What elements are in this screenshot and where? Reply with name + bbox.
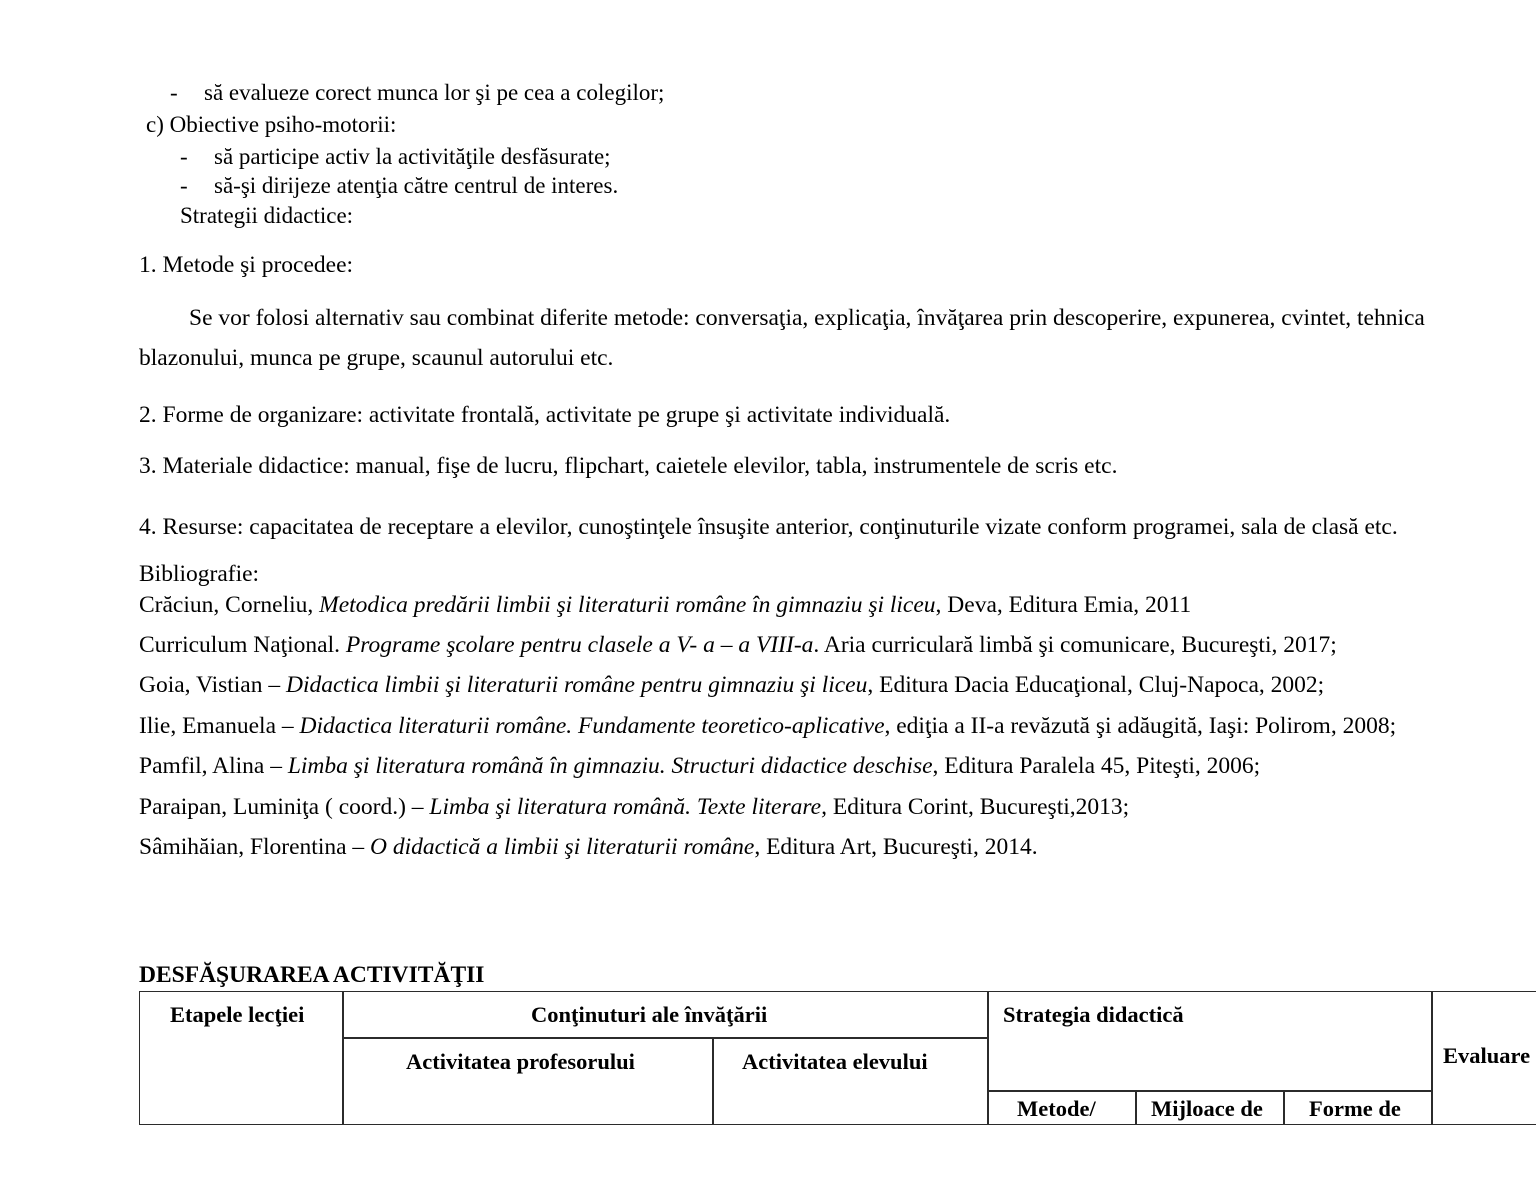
strategy-item-4: 4. Resurse: capacitatea de receptare a elevilor, cunoştinţele însuşite anterior, conţinuturile vizate conform programei, sala de clasă etc. [139,514,1398,540]
bibliography-entry-rest: Editura Corint, Bucureşti,2013; [826,794,1130,820]
bibliography-entry-author: Sâmihăian, Florentina – [139,834,371,860]
table-header-forms: Forme de [1309,1096,1401,1121]
bibliography-entry [139,674,1324,698]
bibliography-entry [139,755,1260,779]
bibliography-entry [139,594,1191,618]
bibliography-entry-rest: , Editura Dacia Educaţional, Cluj-Napoca, 2002; [867,672,1325,698]
strategy-item-1-heading: 1. Metode şi procedee: [139,252,354,278]
bibliography-entry [139,796,1129,820]
table-cell-strategy [988,991,1432,1091]
bibliography-entry-title: Didactica limbii şi literaturii române pentru gimnaziu şi liceu [285,672,868,698]
bibliography-entry-author: Ilie, Emanuela – [139,713,300,739]
bibliography-entry-rest: , Deva, Editura Emia, 2011 [935,592,1192,618]
bibliography-entry-title: O didactică a limbii şi literaturii române [370,834,755,860]
table-header-contents: Conţinuturi ale învăţării [531,1002,768,1027]
table-header-means: Mijloace de [1151,1096,1263,1121]
strategy-item-2: 2. Forme de organizare: activitate frontală, activitate pe grupe şi activitate individuală. [139,402,951,428]
strategy-item-1-body-line-2: blazonului, munca pe grupe, scaunul autorului etc. [139,345,614,371]
bibliography-entry-title: Didactica literaturii române. Fundamente teoretico-aplicative [299,713,885,739]
objective-bullet-evaluate [170,81,664,104]
dash-bullet-icon: - [180,173,188,198]
table-cell-student-activity [713,1038,988,1125]
bibliography-entry-rest: , ediţia a II-a revăzută şi adăugită, Iaşi: Polirom, 2008; [884,713,1397,739]
bibliography-entry-rest: , Editura Art, Bucureşti, 2014. [754,834,1038,860]
table-header-teacher-activity: Activitatea profesorului [406,1049,635,1074]
dash-bullet-icon: - [170,80,178,105]
bibliography-entry-author: Paraipan, Luminiţa ( coord.) – [139,794,430,820]
objective-bullet-evaluate-text: să evalueze corect munca lor şi pe cea a colegilor; [204,80,665,105]
strategy-item-3: 3. Materiale didactice: manual, fişe de lucru, flipchart, caietele elevilor, tabla, instrumentele de scris etc. [139,453,1118,479]
table-header-student-activity: Activitatea elevului [742,1049,928,1074]
bibliography-entry-title: Metodica predării limbii şi literaturii române în gimnaziu şi liceu [319,592,936,618]
table-header-stages: Etapele lecţiei [170,1002,305,1027]
bibliography-entry-author: Crăciun, Corneliu, [139,592,320,618]
objective-bullet-participate-text: să participe activ la activităţile desfăsurate; [214,144,611,169]
bibliography-entry-author: Pamfil, Alina – [139,753,288,779]
bibliography-entry-rest: . Aria curriculară limbă şi comunicare, Bucureşti, 2017; [813,632,1337,658]
objective-bullet-attention [180,174,618,197]
bibliography-entry-rest: , Editura Paralela 45, Piteşti, 2006; [932,753,1261,779]
bibliography-entry-title: Limba şi literatura română în gimnaziu. Structuri didactice deschise [287,753,933,779]
table-cell-teacher-activity [343,1038,713,1125]
objective-bullet-participate [180,145,611,168]
strategy-item-1-body-line-1: Se vor folosi alternativ sau combinat diferite metode: conversaţia, explicaţia, învăţarea prin descoperire, expunerea, cvintet, tehnica [189,305,1425,331]
table-cell-evaluation [1432,991,1536,1125]
bibliography-entry [139,634,1337,658]
bibliography-entry-title: Limba şi literatura română. Texte literare, [429,794,827,820]
objective-bullet-attention-text: să-şi dirijeze atenţia către centrul de interes. [214,173,619,198]
table-header-strategy: Strategia didactică [1003,1002,1184,1027]
table-cell-contents [343,991,988,1038]
activity-section-heading: DESFĂŞURAREA ACTIVITĂŢII [139,962,485,988]
objectives-section-c-label: c) Obiective psiho-motorii: [146,112,397,137]
table-header-evaluation: Evaluare [1443,1043,1531,1068]
dash-bullet-icon: - [180,144,188,169]
bibliography-heading: Bibliografie: [139,561,260,587]
bibliography-entry-title: Programe şcolare pentru clasele a V- a – a VIII-a [345,632,814,658]
table-header-methods: Metode/ [1017,1096,1096,1121]
strategies-label: Strategii didactice: [180,203,354,228]
bibliography-entry [139,836,1038,860]
table-cell-stages [139,991,343,1125]
bibliography-entry [139,715,1396,739]
table-cell-means [1136,1091,1284,1125]
bibliography-entry-author: Goia, Vistian – [139,672,286,698]
table-cell-methods [988,1091,1136,1125]
table-cell-forms [1284,1091,1432,1125]
lesson-plan-table [139,991,1536,1125]
bibliography-entry-author: Curriculum Naţional. [139,632,346,658]
